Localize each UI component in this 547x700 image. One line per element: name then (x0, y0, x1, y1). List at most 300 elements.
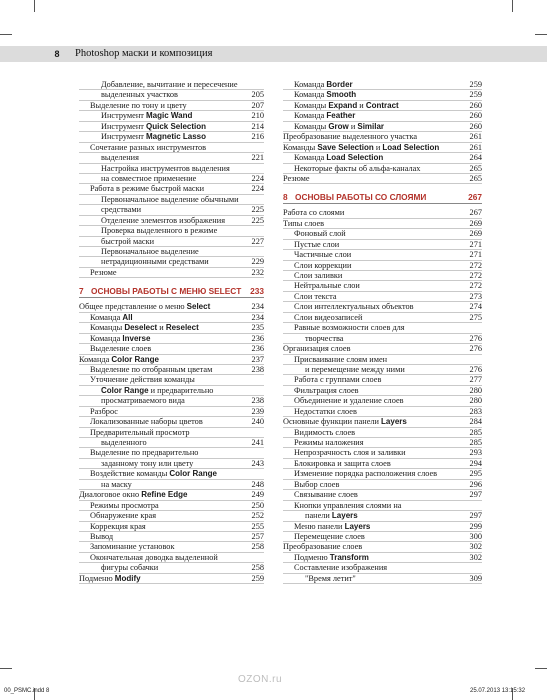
toc-entry-text: Составление изображения (294, 563, 388, 573)
toc-entry (283, 480, 482, 490)
toc-entry-title (283, 344, 351, 354)
toc-entry (283, 174, 482, 184)
toc-entry-page: 269 (469, 218, 482, 228)
toc-entry-title (90, 532, 113, 542)
toc-entry-command: Layers (381, 417, 407, 427)
toc-entry-page: 265 (469, 173, 482, 183)
toc-entry-text: Выделение по отобранным цветам (90, 364, 213, 374)
toc-entry-title (283, 219, 324, 229)
toc-entry-title (294, 563, 387, 573)
toc-entry-title (294, 261, 351, 271)
toc-entry-page: 264 (469, 153, 482, 163)
toc-entry-page: 280 (469, 385, 482, 395)
toc-entry-title (101, 205, 141, 215)
toc-entry (79, 501, 264, 511)
toc-entry (79, 522, 264, 532)
toc-entry-command: Feather (326, 111, 356, 121)
toc-entry-title (294, 553, 369, 563)
toc-entry-command: Save Selection (317, 142, 374, 152)
toc-entry (283, 386, 482, 396)
toc-entry-command: Reselect (165, 323, 199, 333)
toc-entry-page: 272 (469, 260, 482, 270)
toc-entry-text: Слои заливки (294, 271, 343, 280)
crop-mark (535, 34, 547, 35)
toc-entry-page: 275 (469, 312, 482, 322)
toc-entry-title (294, 490, 358, 500)
toc-entry-page: 302 (469, 542, 482, 552)
toc-entry-page: 248 (251, 479, 264, 489)
toc-entry-page: 227 (251, 236, 264, 246)
toc-entry-page: 271 (469, 250, 482, 260)
toc-entry-text: и предварительно (148, 385, 214, 395)
toc-entry-page: 261 (469, 132, 482, 142)
toc-entry (283, 355, 482, 365)
toc-entry-command: Load Selection (382, 142, 440, 152)
crop-mark (535, 668, 547, 669)
toc-entry-title (90, 511, 156, 521)
toc-entry-title (101, 396, 185, 406)
toc-entry-text: Некоторые факты об альфа-каналах (294, 163, 421, 173)
toc-entry-text: Типы слоев (283, 218, 325, 228)
toc-entry-page: 272 (469, 281, 482, 291)
toc-entry-title (294, 532, 365, 542)
toc-entry-title (305, 511, 358, 521)
toc-entry-title (283, 174, 310, 184)
toc-entry (79, 153, 264, 163)
toc-entry-title (283, 132, 417, 142)
toc-entry-text: Разброс (90, 406, 118, 416)
toc-entry-text: Запоминание установок (90, 542, 175, 552)
toc-entry-text: нетрадиционными средствами (101, 257, 209, 267)
toc-entry (283, 563, 482, 573)
toc-entry (283, 80, 482, 90)
toc-entry (79, 365, 264, 375)
toc-entry (283, 101, 482, 111)
toc-entry-page: 257 (251, 531, 264, 541)
toc-entry-title (101, 237, 154, 247)
toc-entry-text: Общее представление о меню (79, 302, 187, 312)
toc-entry-title (90, 428, 190, 438)
toc-entry-title (294, 229, 346, 239)
toc-entry (79, 80, 264, 90)
toc-entry-title (294, 313, 362, 323)
toc-entry-page: 259 (251, 573, 264, 583)
toc-entry (79, 184, 264, 194)
toc-entry-title (90, 522, 146, 532)
toc-entry-text: Команды (294, 100, 329, 110)
chapter-number: 7 (79, 286, 84, 297)
toc-entry-title (294, 302, 414, 312)
toc-entry-text: Резюме (283, 173, 310, 183)
toc-entry-text: Резюме (90, 267, 117, 277)
toc-entry-text: Присваивание слоям имен (294, 354, 388, 364)
toc-entry-title (305, 574, 356, 584)
toc-entry-text: Локализованные наборы цветов (90, 417, 203, 427)
toc-entry (283, 229, 482, 239)
toc-entry-text: Настройка инструментов выделения (101, 163, 230, 173)
toc-entry (79, 90, 264, 100)
toc-entry-title (101, 216, 225, 226)
toc-entry-title (90, 501, 159, 511)
toc-entry-page: 299 (469, 521, 482, 531)
toc-entry (283, 469, 482, 479)
toc-entry-text: и перемещение между ними (305, 364, 405, 374)
toc-entry-text: Непрозрачность слоя и заливки (294, 448, 406, 458)
toc-entry (79, 511, 264, 521)
toc-entry (79, 195, 264, 205)
toc-entry-text: выделения (101, 153, 139, 163)
crop-mark (0, 34, 12, 35)
toc-entry (79, 532, 264, 542)
toc-entry-page: 258 (251, 542, 264, 552)
toc-entry-page: 276 (469, 344, 482, 354)
toc-entry-text: Режимы наложения (294, 438, 364, 447)
toc-entry-page: 297 (469, 511, 482, 521)
toc-entry (79, 334, 264, 344)
toc-entry-title (101, 132, 206, 142)
toc-entry-title (101, 164, 230, 174)
toc-entry-title (90, 323, 199, 333)
toc-entry-title (90, 448, 198, 458)
toc-entry-text: Видимость слоев (294, 427, 356, 437)
toc-entry-page: 234 (251, 312, 264, 322)
toc-entry-title (283, 208, 344, 218)
running-header-title: Photoshop маски и композиция (75, 48, 213, 59)
toc-entry-title (90, 365, 212, 375)
toc-entry-title (305, 334, 343, 344)
toc-entry-title (79, 355, 159, 365)
toc-entry (79, 174, 264, 184)
toc-entry-title (294, 281, 360, 291)
toc-entry-text: Основные функции панели (283, 417, 382, 427)
toc-entry (283, 417, 482, 427)
crop-mark (512, 0, 513, 12)
toc-entry-page: 210 (251, 111, 264, 121)
toc-entry-page: 235 (251, 323, 264, 333)
toc-entry (283, 532, 482, 542)
toc-entry-command: Contract (365, 100, 399, 110)
toc-entry-title (101, 80, 238, 90)
toc-entry-page: 271 (469, 239, 482, 249)
toc-entry-text: выделенных участков (101, 90, 178, 100)
toc-entry-title (294, 153, 383, 163)
toc-entry-page: 285 (469, 438, 482, 447)
toc-entry-text: просматриваемого вида (101, 396, 185, 406)
toc-entry-page: 241 (251, 438, 264, 447)
toc-entry (283, 542, 482, 552)
toc-entry-page: 229 (251, 257, 264, 267)
toc-entry (79, 480, 264, 490)
toc-entry-command: Smooth (326, 90, 357, 100)
toc-entry-text: быстрой маски (101, 236, 155, 246)
toc-entry-title (101, 111, 192, 121)
toc-entry-page: 240 (251, 417, 264, 427)
toc-entry-page: 225 (251, 205, 264, 215)
toc-entry (283, 522, 482, 532)
toc-entry (283, 122, 482, 132)
toc-entry (79, 122, 264, 132)
toc-entry (283, 459, 482, 469)
toc-entry-title (294, 90, 356, 100)
toc-entry-text: Перемещение слоев (294, 531, 365, 541)
toc-entry-text: Фоновый слой (294, 229, 346, 239)
toc-entry (79, 396, 264, 406)
toc-entry (283, 219, 482, 229)
toc-entry-text: Первоначальное выделение обычными (101, 194, 239, 204)
toc-entry-text: Режимы просмотра (90, 500, 159, 510)
toc-entry-title (283, 417, 407, 427)
toc-entry-page: 285 (469, 427, 482, 437)
toc-entry-text: и (373, 142, 383, 152)
toc-entry-title (79, 574, 141, 584)
toc-entry-title (90, 268, 117, 278)
toc-entry-page: 276 (469, 364, 482, 374)
toc-entry-text: Команда (294, 111, 327, 121)
toc-entry-title (294, 501, 401, 511)
toc-entry-title (101, 122, 206, 132)
toc-entry (283, 365, 482, 375)
toc-entry (79, 386, 264, 396)
toc-column-left (79, 80, 264, 584)
toc-entry-page: 243 (251, 458, 264, 468)
toc-entry-page: 260 (469, 111, 482, 121)
toc-entry-text: Выделение слоев (90, 344, 152, 354)
toc-entry-text: Равные возможности слоев для (294, 323, 405, 333)
toc-entry-page: 260 (469, 100, 482, 110)
toc-entry-page: 277 (469, 375, 482, 385)
watermark: OZON.ru (238, 674, 283, 685)
toc-entry-text: на маску (101, 479, 132, 489)
toc-entry-page: 238 (251, 396, 264, 406)
toc-entry-text: Связывание слоев (294, 490, 358, 500)
toc-entry-title (294, 111, 355, 121)
toc-entry-command: Expand (328, 100, 358, 110)
toc-entry-text: Изменение порядка расположения слоев (294, 469, 438, 479)
toc-entry-title (90, 101, 187, 111)
toc-entry (79, 375, 264, 385)
toc-entry (79, 268, 264, 278)
toc-entry-title (79, 302, 210, 312)
toc-entry-page: 249 (251, 490, 264, 500)
toc-entry (79, 101, 264, 111)
toc-entry-text: Блокировка и защита слоев (294, 458, 391, 468)
toc-entry-text: Кнопки управления слоями на (294, 500, 402, 510)
toc-entry-title (101, 226, 217, 236)
toc-entry-title (294, 448, 406, 458)
toc-entry-text: Команда (294, 80, 327, 89)
toc-entry-page: 297 (469, 490, 482, 500)
toc-entry-title (294, 375, 381, 385)
toc-entry-text: и (357, 100, 366, 110)
toc-entry-text: Меню панели (294, 521, 345, 531)
chapter-page: 233 (250, 286, 264, 297)
page-number: 8 (54, 49, 60, 59)
toc-entry (283, 111, 482, 121)
toc-entry-text: Слои текста (294, 291, 337, 301)
toc-entry-text: Фильтрация слоев (294, 385, 359, 395)
crop-mark (0, 668, 12, 669)
toc-entry-title (90, 469, 217, 479)
toc-entry (283, 396, 482, 406)
toc-entry-text: Добавление, вычитание и пересечение (101, 80, 238, 89)
toc-entry-title (294, 240, 339, 250)
toc-entry-text: Команды (90, 323, 125, 333)
toc-entry-title (294, 122, 384, 132)
toc-entry (79, 302, 264, 312)
toc-entry-command: Color Range (169, 469, 217, 479)
toc-entry-text: и (157, 323, 166, 333)
toc-entry-text: и (348, 121, 358, 131)
toc-entry-text: Организация слоев (283, 344, 351, 354)
toc-entry-text: Воздействие команды (90, 469, 170, 479)
toc-entry-text: Команда (79, 354, 112, 364)
toc-entry-page: 237 (251, 354, 264, 364)
toc-entry (79, 247, 264, 257)
toc-entry-title (305, 365, 405, 375)
toc-entry-text: Инструмент (101, 111, 146, 121)
toc-entry-page: 250 (251, 500, 264, 510)
toc-entry (79, 143, 264, 153)
toc-entry-page: 273 (469, 291, 482, 301)
toc-entry (79, 344, 264, 354)
toc-entry-page: 224 (251, 184, 264, 194)
toc-entry-text: Преобразование выделенного участка (283, 132, 418, 142)
toc-entry (283, 302, 482, 312)
toc-entry-text: Команда (90, 333, 123, 343)
toc-entry-title (90, 542, 174, 552)
crop-mark (34, 0, 35, 12)
toc-entry (79, 237, 264, 247)
toc-entry (283, 313, 482, 323)
toc-entry-title (294, 355, 387, 365)
toc-entry (283, 334, 482, 344)
toc-entry-page: 294 (469, 458, 482, 468)
toc-entry-title (101, 480, 132, 490)
toc-entry-title (101, 257, 209, 267)
toc-entry-title (283, 542, 362, 552)
toc-entry-title (101, 247, 199, 257)
toc-entry-title (90, 143, 206, 153)
toc-entry (79, 313, 264, 323)
chapter-number: 8 (283, 192, 288, 203)
toc-entry-text: Проверка выделенного в режиме (101, 226, 218, 236)
toc-entry-title (294, 101, 399, 111)
toc-entry-page: 259 (469, 90, 482, 100)
toc-entry-page: 302 (469, 552, 482, 562)
toc-entry-title (294, 428, 355, 438)
toc-entry-title (101, 386, 213, 396)
toc-entry-text: панели (305, 511, 332, 521)
file-label: 00_PSMC.indd 8 (4, 688, 50, 694)
toc-entry-page: 284 (469, 417, 482, 427)
toc-entry-page: 267 (469, 208, 482, 218)
toc-entry-text: Команда (90, 312, 123, 322)
toc-entry (79, 574, 264, 584)
toc-entry (79, 469, 264, 479)
toc-entry-page: 255 (251, 521, 264, 531)
toc-entry-title (90, 344, 151, 354)
toc-entry-title (294, 292, 337, 302)
toc-entry (79, 132, 264, 142)
toc-entry-title (90, 375, 195, 385)
toc-entry-page: 295 (469, 469, 482, 479)
toc-entry-page: 234 (251, 302, 264, 312)
toc-entry-text: Диалоговое окно (79, 490, 142, 500)
toc-entry-page: 272 (469, 271, 482, 280)
toc-entry-text: Отделение элементов изображения (101, 215, 226, 225)
toc-entry-text: Работа в режиме быстрой маски (90, 184, 205, 194)
toc-entry-title (294, 386, 359, 396)
toc-entry-text: Нейтральные слои (294, 281, 360, 291)
toc-entry-title (101, 174, 196, 184)
toc-entry (283, 261, 482, 271)
toc-entry-title (283, 143, 439, 153)
toc-entry-page: 221 (251, 153, 264, 163)
toc-entry-title (294, 271, 342, 281)
toc-entry (79, 257, 264, 267)
toc-entry-text: Работа с группами слоев (294, 375, 382, 385)
toc-entry (79, 563, 264, 573)
toc-entry (79, 355, 264, 365)
toc-entry (79, 417, 264, 427)
toc-entry-text: "Время летит" (305, 573, 356, 583)
toc-entry (283, 281, 482, 291)
toc-entry-page: 261 (469, 142, 482, 152)
toc-entry (283, 344, 482, 354)
toc-entry (283, 428, 482, 438)
toc-entry-page: 259 (469, 80, 482, 89)
toc-entry (283, 501, 482, 511)
toc-entry-command: Quick Selection (146, 121, 207, 131)
toc-entry (79, 553, 264, 563)
toc-entry-text: Вывод (90, 531, 114, 541)
toc-entry-command: Deselect (124, 323, 158, 333)
toc-entry-title (294, 396, 404, 406)
toc-entry-page: 258 (251, 563, 264, 573)
toc-entry-text: Обнаружение края (90, 511, 157, 521)
toc-entry-text: Инструмент (101, 132, 146, 142)
toc-entry-page: 296 (469, 479, 482, 489)
toc-entry-page: 274 (469, 302, 482, 312)
toc-entry-page: 260 (469, 121, 482, 131)
toc-entry-text: творчества (305, 333, 344, 343)
toc-entry-text: выделенного (101, 438, 147, 447)
toc-entry-title (101, 459, 193, 469)
toc-entry (283, 323, 482, 333)
toc-entry (79, 438, 264, 448)
toc-entry (283, 153, 482, 163)
toc-entry-page: 236 (251, 344, 264, 354)
toc-entry (79, 205, 264, 215)
toc-entry-title (90, 553, 218, 563)
toc-entry-page: 276 (469, 333, 482, 343)
toc-entry-command: Layers (344, 521, 371, 531)
toc-entry-title (294, 407, 357, 417)
toc-entry-title (294, 459, 391, 469)
chapter-heading (79, 285, 264, 298)
toc-entry (79, 459, 264, 469)
toc-entry-command: Layers (331, 511, 358, 521)
toc-entry (283, 240, 482, 250)
toc-entry-text: Инструмент (101, 121, 146, 131)
toc-entry-page: 239 (251, 406, 264, 416)
toc-entry-page: 309 (469, 573, 482, 583)
toc-entry-title (90, 334, 150, 344)
toc-entry-text: Подменю (294, 552, 330, 562)
toc-entry-command: All (122, 312, 133, 322)
chapter-title: ОСНОВЫ РАБОТЫ СО СЛОЯМИ (295, 192, 427, 203)
toc-entry-text: фигуры собачки (101, 563, 159, 573)
